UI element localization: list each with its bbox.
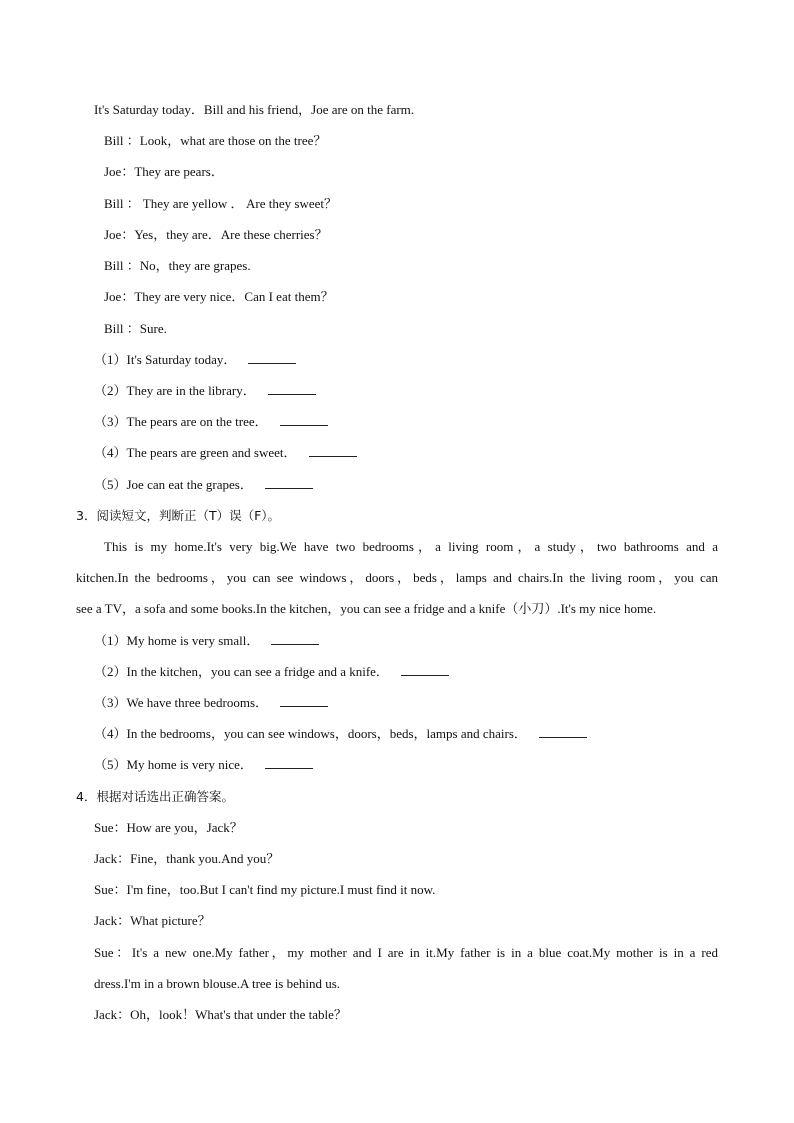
question-text: （4）In the bedrooms，you can see windows，doors，beds，lamps and chairs． [94, 726, 527, 741]
dialogue-line: Bill ：Look，what are those on the tree？ [104, 133, 327, 148]
answer-blank[interactable] [539, 726, 587, 738]
dialogue-line: Sue：How are you，Jack？ [94, 820, 243, 835]
passage-intro: It's Saturday today．Bill and his friend，Joe are on the farm. [94, 102, 415, 117]
dialogue-line: Joe：They are very nice．Can I eat them？ [104, 289, 334, 304]
question-text: （5）Joe can eat the grapes． [94, 477, 253, 492]
answer-blank[interactable] [268, 383, 316, 395]
answer-blank[interactable] [309, 445, 357, 457]
question-item [94, 414, 328, 430]
question-item [94, 726, 587, 742]
question-text: （3）We have three bedrooms． [94, 695, 269, 710]
dialogue-line: Bill ：Sure. [104, 321, 167, 336]
question-item [94, 383, 316, 399]
answer-blank[interactable] [265, 757, 313, 769]
dialogue-line: dress.I'm in a brown blouse.A tree is behind us. [94, 976, 341, 991]
question-text: （1）It's Saturday today． [94, 352, 237, 367]
dialogue-line: Jack：Fine，thank you.And you？ [94, 851, 280, 866]
section-heading: 3．阅读短文，判断正（T）误（F）。 [76, 508, 281, 523]
dialogue-line: Sue：I'm fine，too.But I can't find my picture.I must find it now. [94, 882, 436, 897]
answer-blank[interactable] [401, 664, 449, 676]
question-item [94, 633, 319, 649]
question-item [94, 695, 328, 711]
question-text: （1）My home is very small． [94, 633, 260, 648]
section-heading: 4．根据对话选出正确答案。 [76, 789, 234, 804]
question-text: （3）The pears are on the tree． [94, 414, 268, 429]
answer-blank[interactable] [271, 633, 319, 645]
dialogue-line: Bill ： They are yellow ． Are they sweet？ [104, 196, 337, 211]
answer-blank[interactable] [280, 695, 328, 707]
dialogue-line: Jack：Oh，look！What's that under the table？ [94, 1007, 347, 1022]
dialogue-line: Bill ：No，they are grapes. [104, 258, 251, 273]
dialogue-line: Jack：What picture？ [94, 913, 211, 928]
answer-blank[interactable] [248, 352, 296, 364]
dialogue-line: Joe：They are pears． [104, 164, 224, 179]
passage-line: This is my home.It's very big.We have two bedrooms，a living room，a study，two bathrooms and a [104, 539, 718, 554]
question-item [94, 445, 357, 461]
question-text: （4）The pears are green and sweet． [94, 445, 297, 460]
question-item [94, 664, 449, 680]
passage-line: kitchen.In the bedrooms，you can see windows，doors，beds，lamps and chairs.In the living room，you can [76, 570, 718, 585]
answer-blank[interactable] [280, 414, 328, 426]
question-text: （2）They are in the library． [94, 383, 256, 398]
answer-blank[interactable] [265, 477, 313, 489]
question-text: （2）In the kitchen，you can see a fridge and a knife． [94, 664, 389, 679]
question-item [94, 757, 313, 773]
question-text: （5）My home is very nice． [94, 757, 253, 772]
dialogue-line: Sue：It's a new one.My father，my mother and I are in it.My father is in a blue coat.My mother is in a red [94, 945, 718, 960]
question-item [94, 477, 313, 493]
passage-line: see a TV，a sofa and some books.In the kitchen，you can see a fridge and a knife（小刀）.It's my nice home. [76, 601, 657, 616]
question-item [94, 352, 296, 368]
dialogue-line: Joe：Yes，they are．Are these cherries？ [104, 227, 328, 242]
